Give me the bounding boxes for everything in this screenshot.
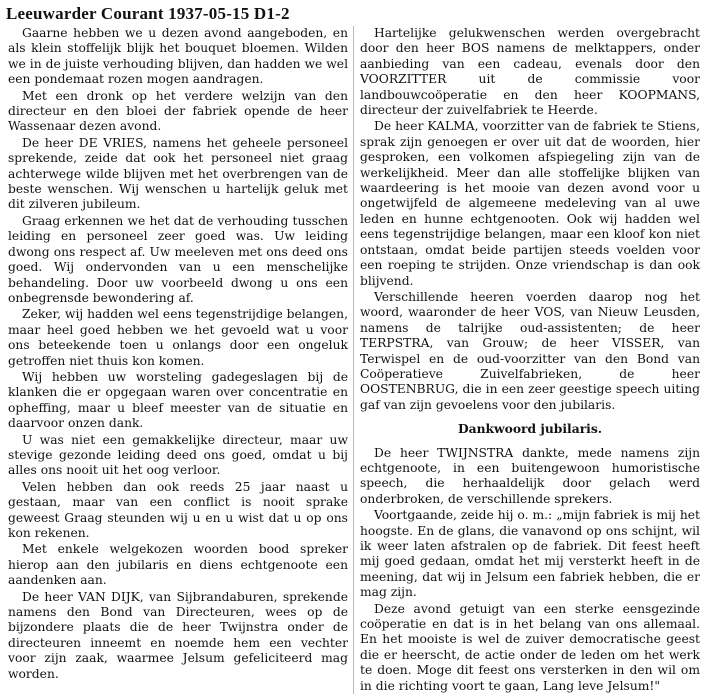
paragraph: Zeker, wij hadden wel eens tegenstrijdige belangen, maar heel goed hebben we het gevoeld wat u voor ons beteekende toen u onlangs door een ongeluk getroffen niet thuis kon komen. [8, 307, 348, 368]
paragraph: U was niet een gemakkelijke directeur, maar uw stevige gezonde leiding deed ons goed, omdat u bij alles ons nooit uit het oog verloor. [8, 432, 348, 478]
paragraph: Voortgaande, zeide hij o. m.: „mijn fabriek is mij het hoogste. En de glans, die vanavond op ons schijnt, wil ik weer laten afstralen op de fabriek. Dit feest heeft mij goed gedaan, omdat het mij versterkt heeft in de meening, dat wij in Jelsum een fabriek hebben, die er mag zijn. [360, 508, 700, 600]
paragraph: Met een dronk op het verdere welzijn van den directeur en den bloei der fabriek opende de heer Wassenaar dezen avond. [8, 88, 348, 134]
paragraph: Verschillende heeren voerden daarop nog het woord, waaronder de heer VOS, van Nieuw Leusden, namens de talrijke oud-assistenten; de heer TERPSTRA, van Grouw; de heer VISSER, van Terwispel en de oud-voorzitter van den Bond van Coöperatieve Zuivelfabrieken, de heer OOSTENBRUG, die in een zeer geestige speech uiting gaf van zijn gevoelens voor den jubilaris. [360, 289, 700, 412]
paragraph: Met enkele welgekozen woorden bood spreker hierop aan den jubilaris en diens echtgenoote een aandenken aan. [8, 542, 348, 588]
paragraph: Gaarne hebben we u dezen avond aangeboden, en als klein stoffelijk blijk het bouquet bloemen. Wilden we in de juiste verhouding blijven, dan hadden we wel een pondemaat rozen mogen aandragen. [8, 26, 348, 87]
column-divider [353, 26, 354, 694]
paragraph: Hartelijke gelukwenschen werden overgebracht door den heer BOS namens de melktappers, onder aanbieding van een cadeau, evenals door den VOORZITTER uit de commissie voor landbouwcoöperatie en den heer KOOPMANS, directeur der zuivelfabriek te Heerde. [360, 26, 700, 118]
paragraph: Velen hebben dan ook reeds 25 jaar naast u gestaan, maar van een conflict is nooit sprake geweest Graag steunden wij u en u wist dat u op ons kon rekenen. [8, 479, 348, 540]
paragraph: De heer KALMA, voorzitter van de fabriek te Stiens, sprak zijn genoegen er over uit dat de woorden, hier gesproken, een volkomen afspiegeling zijn van de werkelijkheid. Meer dan alle stoffelijke blijken van waardeering is het mooie van dezen avond voor u ongetwijfeld de algemeene medeleving van al uwe leden en hunne echtgenooten. Ook wij hadden wel eens tegenstrijdige belangen, maar een kloof kon niet ontstaan, omdat beide partijen steeds voelden voor een roeping te strijden. Onze vriendschap is dan ook blijvend. [360, 119, 700, 288]
newspaper-header: Leeuwarder Courant 1937-05-15 D1-2 [6, 4, 290, 23]
paragraph: Graag erkennen we het dat de verhouding tusschen leiding en personeel zeer goed was. Uw leiding dwong ons respect af. Uw meeleven met ons deed ons goed. Wij ondervonden van u een menschelijke behandeling. Door uw voorbeeld dwong u ons een onbegrensde bewondering af. [8, 213, 348, 305]
paragraph: Wij hebben uw worsteling gadegeslagen bij de klanken die er opgegaan waren over concentratie en opheffing, maar u bleef meester van de situatie en daarvoor onzen dank. [8, 369, 348, 431]
left-column [8, 26, 348, 683]
paragraph: De heer VAN DIJK, van Sijbrandaburen, sprekende namens den Bond van Directeuren, wees op de bijzondere plaats die de heer Twijnstra onder de directeuren inneemt en noemde hem een vechter voor zijn zaak, waarmee Jelsum gefeliciteerd mag worden. [8, 589, 348, 681]
paragraph: Deze avond getuigt van een sterke eensgezinde coöperatie en dat is in het belang van ons allemaal. En het mooiste is wel de zuiver democratische geest die er heerscht, de actie onder de leden om het werk te doen. Moge dit feest ons versterken in den wil om in die richting voort te gaan, Lang leve Jelsum!" [360, 601, 700, 693]
section-heading: Dankwoord jubilaris. [457, 421, 603, 437]
right-column [360, 26, 700, 695]
paragraph: De heer DE VRIES, namens het geheele personeel sprekende, zeide dat ook het personeel niet graag achterwege wilde blijven met het overbrengen van de beste wenschen. Wij wenschen u hartelijk geluk met dit zilveren jubileum. [8, 135, 348, 212]
paragraph: De heer TWIJNSTRA dankte, mede namens zijn echtgenoote, in een buitengewoon humoristische speech, die herhaaldelijk door gelach werd onderbroken, de verschillende sprekers. [360, 445, 700, 506]
